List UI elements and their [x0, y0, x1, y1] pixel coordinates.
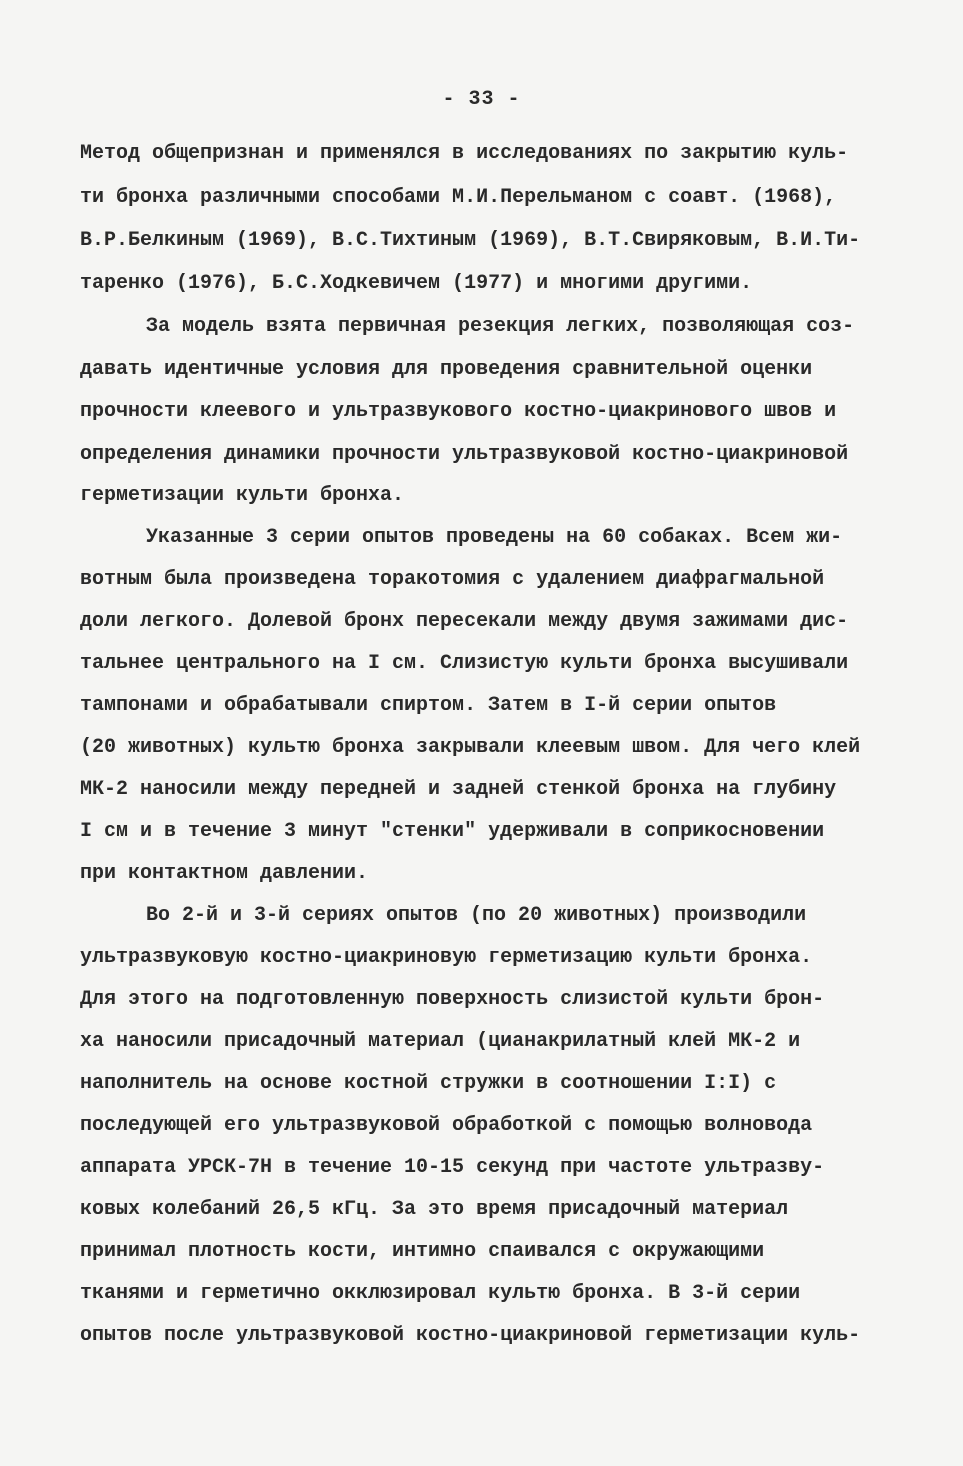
text-line: Метод общепризнан и применялся в исследованиях по закрытию куль-: [80, 142, 849, 165]
text-line: Указанные 3 серии опытов проведены на 60 собаках. Всем жи-: [146, 526, 843, 549]
text-line: таренко (1976), Б.С.Ходкевичем (1977) и многими другими.: [80, 272, 753, 295]
text-line: ультразвуковую костно-циакриновую герметизацию культи бронха.: [80, 946, 813, 969]
text-line: принимал плотность кости, интимно спаивался с окружающими: [80, 1240, 765, 1263]
text-line: I см и в течение 3 минут "стенки" удерживали в соприкосновении: [80, 820, 825, 843]
text-line: давать идентичные условия для проведения сравнительной оценки: [80, 358, 813, 381]
text-line: ковых колебаний 26,5 кГц. За это время присадочный материал: [80, 1198, 789, 1221]
text-line: В.Р.Белкиным (1969), В.С.Тихтиным (1969), В.Т.Свиряковым, В.И.Ти-: [80, 229, 861, 252]
text-line: Во 2-й и 3-й сериях опытов (по 20 животных) производили: [146, 904, 807, 927]
text-line: МК-2 наносили между передней и задней стенкой бронха на глубину: [80, 778, 837, 801]
text-line: наполнитель на основе костной стружки в соотношении I:I) с: [80, 1072, 777, 1095]
text-line: последующей его ультразвуковой обработкой с помощью волновода: [80, 1114, 813, 1137]
text-line: тальнее центрального на I см. Слизистую культи бронха высушивали: [80, 652, 849, 675]
text-line: опытов после ультразвуковой костно-циакриновой герметизации куль-: [80, 1324, 861, 1347]
text-line: Для этого на подготовленную поверхность слизистой культи брон-: [80, 988, 825, 1011]
text-line: при контактном давлении.: [80, 862, 369, 885]
text-line: вотным была произведена торакотомия с удалением диафрагмальной: [80, 568, 825, 591]
page-number: - 33 -: [442, 88, 521, 111]
text-line: тканями и герметично окклюзировал культю бронха. В 3-й серии: [80, 1282, 801, 1305]
text-line: ти бронха различными способами М.И.Перельманом с соавт. (1968),: [80, 186, 837, 209]
text-line: доли легкого. Долевой бронх пересекали между двумя зажимами дис-: [80, 610, 849, 633]
text-line: (20 животных) культю бронха закрывали клеевым швом. Для чего клей: [80, 736, 861, 759]
text-line: прочности клеевого и ультразвукового костно-циакринового швов и: [80, 400, 837, 423]
text-line: тампонами и обрабатывали спиртом. Затем в I-й серии опытов: [80, 694, 777, 717]
text-line: За модель взята первичная резекция легких, позволяющая соз-: [146, 315, 855, 338]
text-line: ха наносили присадочный материал (цианакрилатный клей МК-2 и: [80, 1030, 801, 1053]
text-line: определения динамики прочности ультразвуковой костно-циакриновой: [80, 443, 849, 466]
text-line: герметизации культи бронха.: [80, 484, 405, 507]
text-line: аппарата УРСК-7Н в течение 10-15 секунд при частоте ультразву-: [80, 1156, 825, 1179]
